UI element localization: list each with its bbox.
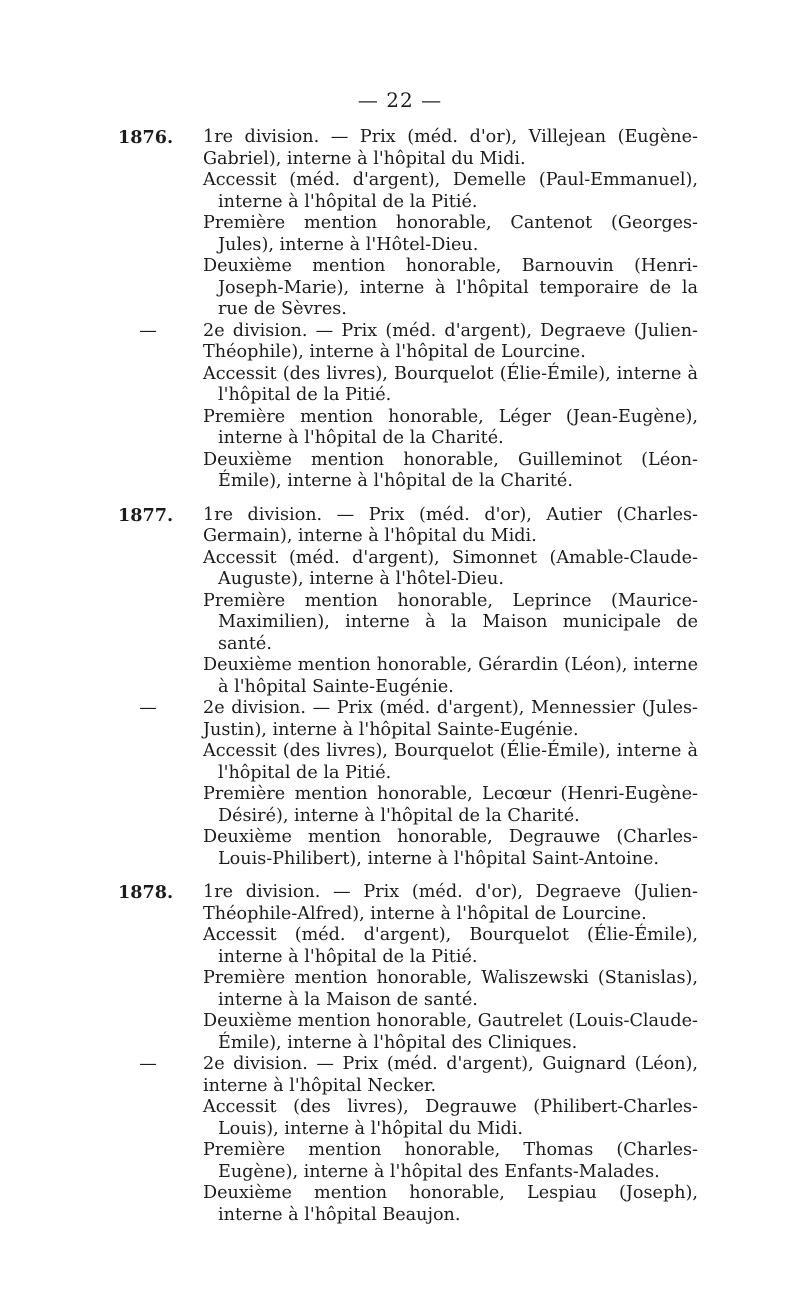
page-number: — 22 —: [357, 88, 443, 112]
entry-text: 2e division. — Prix (méd. d'argent), Degraeve (Julien-Théophile), interne à l'hôpital de Lourcine.: [203, 320, 698, 362]
honor-entry: Accessit (méd. d'argent), Demelle (Paul-Emmanuel), interne à l'hôpital de la Pitié.: [203, 170, 698, 212]
entry-lead: 1876.: [118, 127, 174, 148]
honor-entry: Première mention honorable, Lecœur (Henri-Eugène-Désiré), interne à l'hôpital de la Charité.: [203, 784, 698, 826]
honor-entry: Accessit (des livres), Degrauwe (Philibert-Charles-Louis), interne à l'hôpital du Midi.: [203, 1097, 698, 1139]
year-entry: [118, 882, 698, 1054]
honor-entry: Deuxième mention honorable, Gautrelet (Louis-Claude-Émile), interne à l'hôpital des Cliniques.: [203, 1011, 698, 1053]
entry-lead: —: [139, 698, 157, 718]
honor-entry: Deuxième mention honorable, Lespiau (Joseph), interne à l'hôpital Beaujon.: [203, 1183, 698, 1225]
year-entry: [118, 321, 698, 505]
entry-text: 1re division. — Prix (méd. d'or), Autier (Charles-Germain), interne à l'hôpital du Midi.: [203, 504, 698, 546]
year-entry: [118, 505, 698, 699]
year-entry: [118, 1054, 698, 1226]
prize-list: [118, 127, 698, 1226]
honor-entry: Accessit (méd. d'argent), Bourquelot (Élie-Émile), interne à l'hôpital de la Pitié.: [203, 925, 698, 967]
honor-entry: Deuxième mention honorable, Gérardin (Léon), interne à l'hôpital Sainte-Eugénie.: [203, 655, 698, 697]
honor-entry: Deuxième mention honorable, Guilleminot (Léon-Émile), interne à l'hôpital de la Charité.: [203, 449, 698, 491]
honor-entry: Première mention honorable, Waliszewski (Stanislas), interne à la Maison de santé.: [203, 968, 698, 1010]
entry-text: 1re division. — Prix (méd. d'or), Villejean (Eugène-Gabriel), interne à l'hôpital du Midi.: [203, 127, 698, 169]
entry-lead: —: [139, 1054, 157, 1074]
division-prize: [118, 505, 698, 548]
division-prize: [118, 127, 698, 170]
honor-entry: Première mention honorable, Leprince (Maurice-Maximilien), interne à la Maison municipale de santé.: [203, 590, 698, 654]
honor-entry: Deuxième mention honorable, Degrauwe (Charles-Louis-Philibert), interne à l'hôpital Saint-Antoine.: [203, 827, 698, 869]
entry-text: 1re division. — Prix (méd. d'or), Degraeve (Julien-Théophile-Alfred), interne à l'hôpital de Lourcine.: [203, 882, 698, 924]
year-entry: [118, 127, 698, 321]
division-prize: [118, 882, 698, 925]
honor-entry: Accessit (méd. d'argent), Simonnet (Amable-Claude-Auguste), interne à l'hôtel-Dieu.: [203, 547, 698, 589]
year-entry: [118, 698, 698, 882]
division-prize: [118, 1054, 698, 1097]
spacer: [118, 493, 698, 505]
division-prize: [118, 321, 698, 364]
honor-entry: Accessit (des livres), Bourquelot (Élie-Émile), interne à l'hôpital de la Pitié.: [203, 363, 698, 405]
honor-entry: Deuxième mention honorable, Barnouvin (Henri-Joseph-Marie), interne à l'hôpital temporaire de la rue de Sèvres.: [203, 256, 698, 319]
entry-text: 2e division. — Prix (méd. d'argent), Guignard (Léon), interne à l'hôpital Necker.: [203, 1054, 698, 1096]
honor-entry: Première mention honorable, Léger (Jean-Eugène), interne à l'hôpital de la Charité.: [203, 406, 698, 448]
entry-lead: 1877.: [118, 504, 174, 526]
honor-entry: Première mention honorable, Thomas (Charles-Eugène), interne à l'hôpital des Enfants-Malades.: [203, 1140, 698, 1182]
entry-text: 2e division. — Prix (méd. d'argent), Mennessier (Jules-Justin), interne à l'hôpital Sainte-Eugénie.: [203, 698, 698, 740]
honor-entry: Accessit (des livres), Bourquelot (Élie-Émile), interne à l'hôpital de la Pitié.: [203, 741, 698, 783]
honor-entry: Première mention honorable, Cantenot (Georges-Jules), interne à l'Hôtel-Dieu.: [203, 213, 698, 255]
entry-lead: 1878.: [118, 882, 174, 903]
entry-lead: —: [139, 320, 157, 341]
division-prize: [118, 698, 698, 741]
spacer: [118, 870, 698, 882]
